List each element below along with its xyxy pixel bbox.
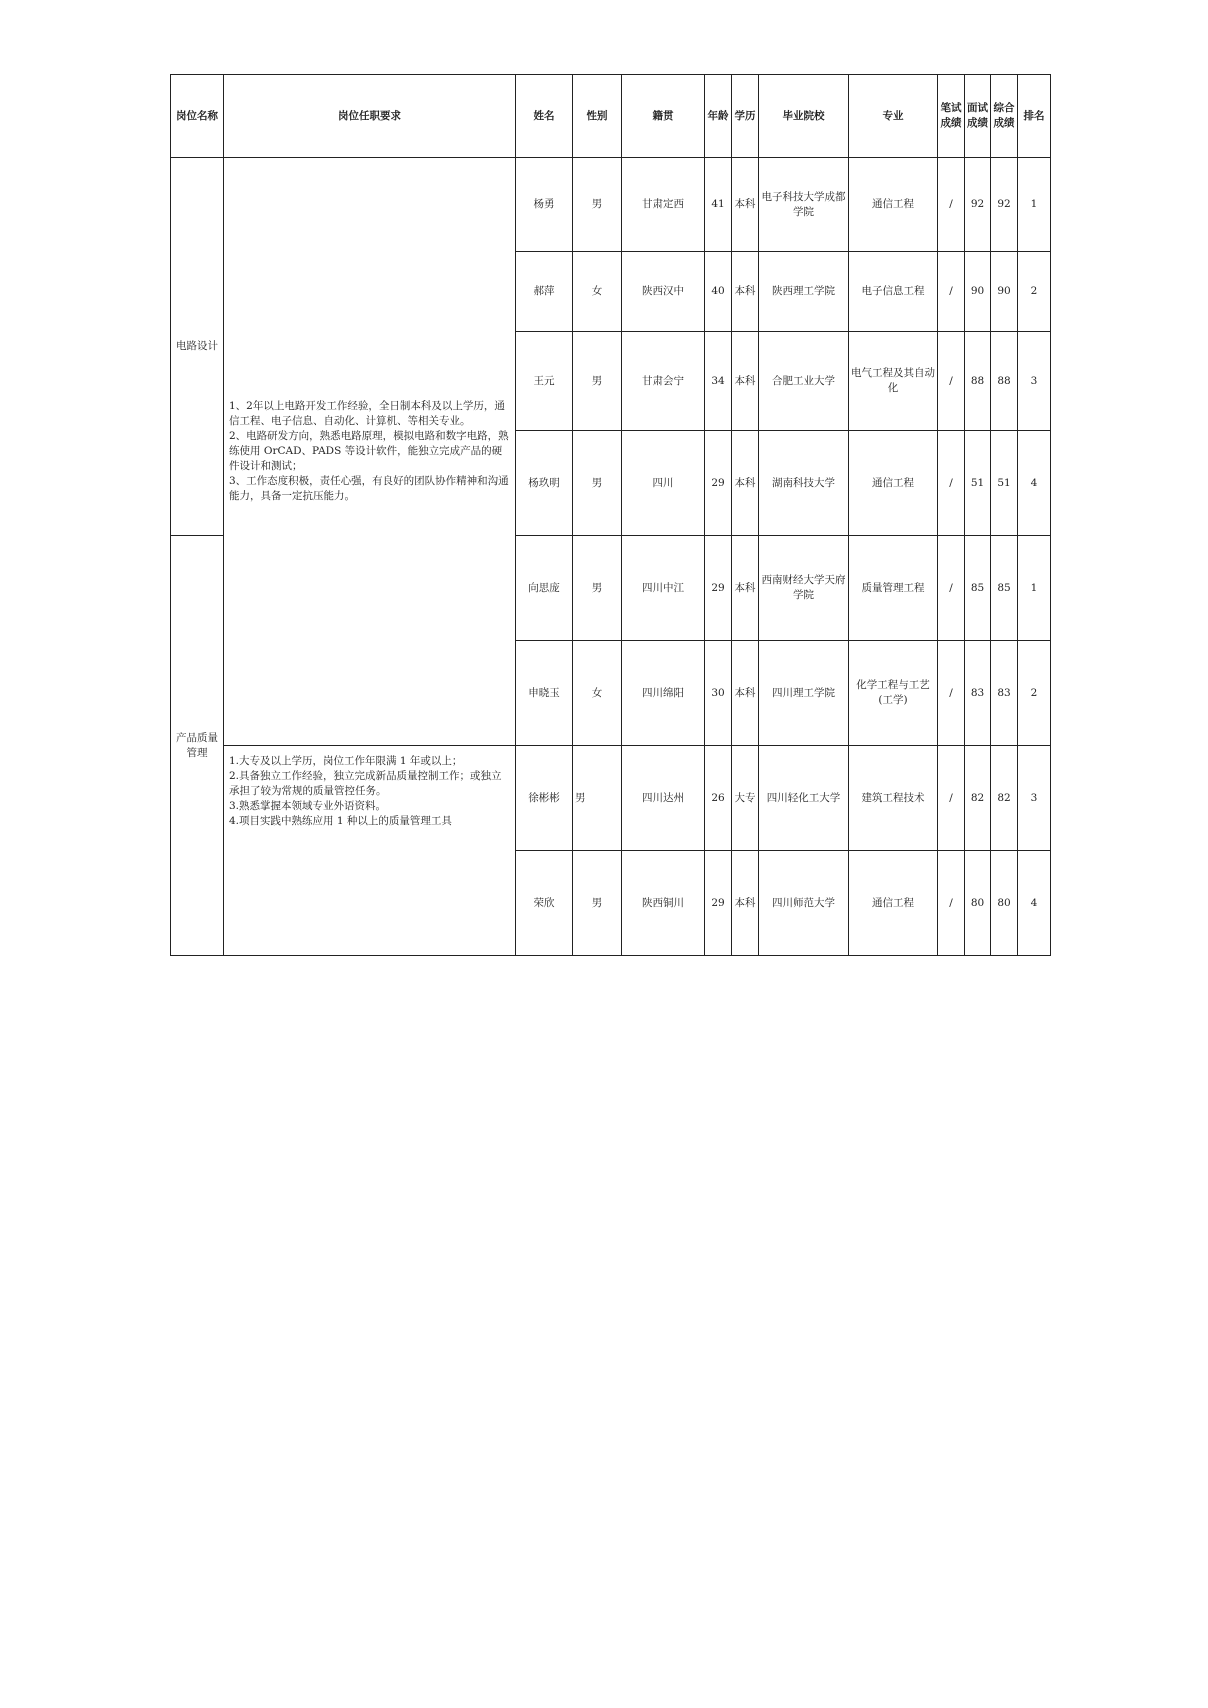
gender-cell: 女: [573, 641, 622, 746]
header-origin: 籍贯: [622, 75, 705, 158]
header-requirements: 岗位任职要求: [224, 75, 516, 158]
major-cell: 电子信息工程: [849, 252, 938, 332]
name-cell: 荣欣: [516, 851, 573, 956]
interview-cell: 80: [965, 851, 991, 956]
written-cell: /: [938, 746, 965, 851]
gender-cell: 男: [573, 332, 622, 431]
origin-cell: 甘肃定西: [622, 158, 705, 252]
age-cell: 30: [705, 641, 732, 746]
interview-cell: 51: [965, 431, 991, 536]
origin-cell: 陕西汉中: [622, 252, 705, 332]
requirement-line: 1.大专及以上学历，岗位工作年限满 1 年或以上；: [229, 755, 463, 767]
age-cell: 34: [705, 332, 732, 431]
table-row: [171, 746, 1051, 851]
name-cell: 王元: [516, 332, 573, 431]
results-table: [170, 74, 1051, 956]
total-cell: 90: [991, 252, 1018, 332]
interview-cell: 88: [965, 332, 991, 431]
total-cell: 83: [991, 641, 1018, 746]
school-cell: 西南财经大学天府学院: [759, 536, 849, 641]
origin-cell: 四川绵阳: [622, 641, 705, 746]
rank-cell: 2: [1018, 641, 1051, 746]
name-cell: 申晓玉: [516, 641, 573, 746]
header-education: 学历: [732, 75, 759, 158]
education-cell: 大专: [732, 746, 759, 851]
rank-cell: 2: [1018, 252, 1051, 332]
total-cell: 80: [991, 851, 1018, 956]
post-cell: 电路设计: [171, 158, 224, 536]
interview-cell: 85: [965, 536, 991, 641]
education-cell: 本科: [732, 158, 759, 252]
major-cell: 建筑工程技术: [849, 746, 938, 851]
age-cell: 41: [705, 158, 732, 252]
education-cell: 本科: [732, 332, 759, 431]
rank-cell: 3: [1018, 746, 1051, 851]
major-cell: 化学工程与工艺(工学): [849, 641, 938, 746]
gender-cell: 女: [573, 252, 622, 332]
rank-cell: 4: [1018, 431, 1051, 536]
header-rank: 排名: [1018, 75, 1051, 158]
header-major: 专业: [849, 75, 938, 158]
requirement-line: 2.具备独立工作经验，独立完成新品质量控制工作；或独立承担了较为常规的质量管控任务。: [229, 770, 502, 797]
header-interview: 面试成绩: [965, 75, 991, 158]
gender-cell: 男: [573, 431, 622, 536]
origin-cell: 陕西铜川: [622, 851, 705, 956]
header-gender: 性别: [573, 75, 622, 158]
major-cell: 通信工程: [849, 431, 938, 536]
requirement-line: 4.项目实践中熟练应用 1 种以上的质量管理工具: [229, 815, 452, 827]
education-cell: 本科: [732, 641, 759, 746]
school-cell: 湖南科技大学: [759, 431, 849, 536]
requirement-line: 2、电路研发方向，熟悉电路原理，模拟电路和数字电路，熟练使用 OrCAD、PADS 等设计软件，能独立完成产品的硬件设计和测试；: [229, 430, 509, 472]
major-cell: 电气工程及其自动化: [849, 332, 938, 431]
age-cell: 29: [705, 431, 732, 536]
written-cell: /: [938, 332, 965, 431]
origin-cell: 甘肃会宁: [622, 332, 705, 431]
total-cell: 51: [991, 431, 1018, 536]
interview-cell: 92: [965, 158, 991, 252]
written-cell: /: [938, 431, 965, 536]
education-cell: 本科: [732, 851, 759, 956]
age-cell: 40: [705, 252, 732, 332]
gender-cell: 男: [573, 851, 622, 956]
origin-cell: 四川中江: [622, 536, 705, 641]
school-cell: 四川轻化工大学: [759, 746, 849, 851]
requirements-cell: [224, 158, 516, 746]
name-cell: 郝萍: [516, 252, 573, 332]
header-school: 毕业院校: [759, 75, 849, 158]
school-cell: 四川理工学院: [759, 641, 849, 746]
gender-cell: 男: [573, 746, 622, 851]
header-total: 综合成绩: [991, 75, 1018, 158]
written-cell: /: [938, 851, 965, 956]
written-cell: /: [938, 536, 965, 641]
requirement-line: 3、工作态度积极，责任心强，有良好的团队协作精神和沟通能力，具备一定抗压能力。: [229, 475, 509, 502]
major-cell: 通信工程: [849, 851, 938, 956]
requirements-cell: [224, 746, 516, 956]
rank-cell: 1: [1018, 536, 1051, 641]
origin-cell: 四川达州: [622, 746, 705, 851]
interview-cell: 83: [965, 641, 991, 746]
total-cell: 88: [991, 332, 1018, 431]
age-cell: 29: [705, 536, 732, 641]
header-row: [171, 75, 1051, 158]
gender-cell: 男: [573, 158, 622, 252]
name-cell: 徐彬彬: [516, 746, 573, 851]
name-cell: 向思庞: [516, 536, 573, 641]
header-post: 岗位名称: [171, 75, 224, 158]
school-cell: 陕西理工学院: [759, 252, 849, 332]
written-cell: /: [938, 252, 965, 332]
education-cell: 本科: [732, 252, 759, 332]
header-written: 笔试成绩: [938, 75, 965, 158]
school-cell: 合肥工业大学: [759, 332, 849, 431]
rank-cell: 3: [1018, 332, 1051, 431]
total-cell: 92: [991, 158, 1018, 252]
total-cell: 85: [991, 536, 1018, 641]
name-cell: 杨勇: [516, 158, 573, 252]
written-cell: /: [938, 641, 965, 746]
age-cell: 26: [705, 746, 732, 851]
major-cell: 质量管理工程: [849, 536, 938, 641]
header-name: 姓名: [516, 75, 573, 158]
header-age: 年龄: [705, 75, 732, 158]
origin-cell: 四川: [622, 431, 705, 536]
requirement-line: 1、2年以上电路开发工作经验，全日制本科及以上学历，通信工程、电子信息、自动化、计算机、等相关专业。: [229, 400, 505, 427]
age-cell: 29: [705, 851, 732, 956]
major-cell: 通信工程: [849, 158, 938, 252]
education-cell: 本科: [732, 431, 759, 536]
post-cell: 产品质量管理: [171, 536, 224, 956]
name-cell: 杨玖明: [516, 431, 573, 536]
school-cell: 四川师范大学: [759, 851, 849, 956]
rank-cell: 1: [1018, 158, 1051, 252]
total-cell: 82: [991, 746, 1018, 851]
school-cell: 电子科技大学成都学院: [759, 158, 849, 252]
interview-cell: 82: [965, 746, 991, 851]
gender-cell: 男: [573, 536, 622, 641]
written-cell: /: [938, 158, 965, 252]
education-cell: 本科: [732, 536, 759, 641]
interview-cell: 90: [965, 252, 991, 332]
table-row: [171, 158, 1051, 252]
rank-cell: 4: [1018, 851, 1051, 956]
requirement-line: 3.熟悉掌握本领域专业外语资料。: [229, 800, 387, 812]
